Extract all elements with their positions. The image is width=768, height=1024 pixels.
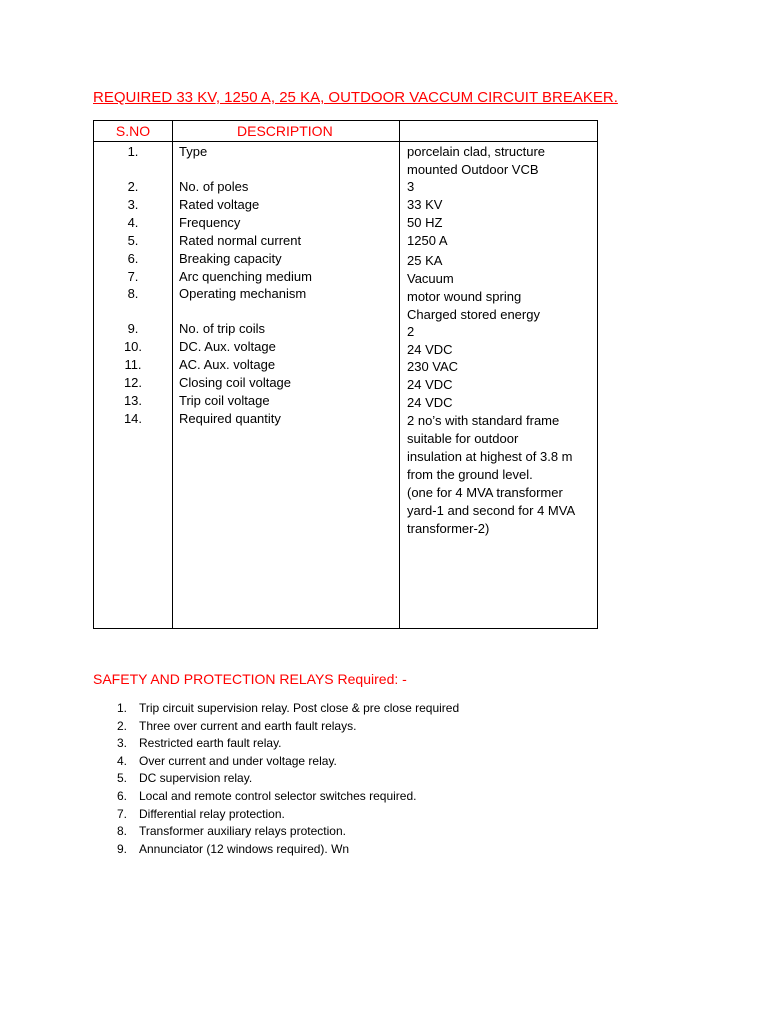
row-sno: 11. <box>124 357 142 372</box>
row-value: 2 <box>407 324 415 339</box>
row-description: Rated voltage <box>179 197 260 212</box>
list-item-number: 9. <box>116 841 127 856</box>
row-sno: 3. <box>127 197 139 212</box>
row-sno: 5. <box>127 233 139 248</box>
list-item-text: Restricted earth fault relay. <box>139 736 282 751</box>
row-description: Rated normal current <box>179 233 302 248</box>
row-sno: 6. <box>127 251 139 266</box>
header-sno: S.NO <box>115 123 151 139</box>
row-description: No. of trip coils <box>179 321 265 336</box>
list-item-number: 4. <box>116 753 127 768</box>
list-item-text: Transformer auxiliary relays protection. <box>139 824 346 839</box>
list-item-text: Over current and under voltage relay. <box>139 753 337 768</box>
row-description: Type <box>179 144 208 159</box>
list-item-number: 5. <box>116 771 127 786</box>
row-value: yard-1 and second for 4 MVA <box>407 503 576 518</box>
list-item <box>93 718 356 735</box>
list-item-number: 2. <box>116 718 127 733</box>
row-sno: 9. <box>127 321 139 336</box>
row-sno: 14. <box>123 411 143 426</box>
row-value: 33 KV <box>407 197 443 212</box>
list-item-text: Differential relay protection. <box>139 806 285 821</box>
list-item-text: DC supervision relay. <box>139 771 253 786</box>
row-sno: 7. <box>127 269 139 284</box>
list-item <box>93 700 459 717</box>
row-description: Required quantity <box>179 411 281 426</box>
row-value: 24 VDC <box>407 377 453 392</box>
list-item-text: Trip circuit supervision relay. Post close & pre close required <box>139 701 460 715</box>
list-item-text: Annunciator (12 windows required). Wn <box>139 841 350 856</box>
row-description: Closing coil voltage <box>179 375 292 390</box>
row-value: 230 VAC <box>407 359 459 374</box>
list-item <box>93 841 349 858</box>
row-value: 1250 A <box>407 233 448 248</box>
row-value: motor wound spring <box>407 289 522 304</box>
row-description: AC. Aux. voltage <box>179 357 276 372</box>
column-divider <box>172 121 173 628</box>
row-value: insulation at highest of 3.8 m <box>407 449 573 464</box>
header-divider <box>94 141 597 142</box>
row-value: 50 HZ <box>407 215 443 230</box>
list-item-number: 8. <box>116 824 127 839</box>
row-sno: 10. <box>123 339 143 354</box>
row-value: mounted Outdoor VCB <box>407 162 539 177</box>
list-item-text: Local and remote control selector switches required. <box>139 789 417 803</box>
list-item <box>93 735 282 752</box>
list-item <box>93 788 416 805</box>
row-description: Frequency <box>179 215 241 230</box>
row-sno: 12. <box>123 375 143 390</box>
row-value: from the ground level. <box>407 467 533 482</box>
row-sno: 2. <box>127 179 139 194</box>
row-value: Vacuum <box>407 271 454 286</box>
row-value: Charged stored energy <box>407 307 540 322</box>
list-item-number: 7. <box>116 806 127 821</box>
row-sno: 13. <box>123 393 143 408</box>
row-sno: 8. <box>127 286 139 301</box>
header-description: DESCRIPTION <box>237 123 333 139</box>
row-value: 3 <box>407 179 415 194</box>
list-item <box>93 806 285 823</box>
row-value: suitable for outdoor <box>407 431 519 446</box>
spec-table <box>93 120 598 629</box>
list-item-number: 6. <box>116 789 127 803</box>
list-item <box>93 823 346 840</box>
list-item <box>93 753 337 770</box>
row-value: 2 no’s with standard frame <box>407 413 560 428</box>
list-item <box>93 770 252 787</box>
row-description: DC. Aux. voltage <box>179 339 276 354</box>
row-value: 24 VDC <box>407 342 453 357</box>
row-value: transformer-2) <box>407 521 490 536</box>
row-description: Arc quenching medium <box>179 269 312 284</box>
row-description: Breaking capacity <box>179 251 282 266</box>
list-item-number: 1. <box>116 701 127 715</box>
list-item-text: Three over current and earth fault relays. <box>139 718 357 733</box>
row-description: Trip coil voltage <box>179 393 270 408</box>
row-description: No. of poles <box>179 179 249 194</box>
row-sno: 1. <box>127 144 139 159</box>
row-value: porcelain clad, structure <box>407 144 546 159</box>
row-value: 24 VDC <box>407 395 453 410</box>
relays-section-title: SAFETY AND PROTECTION RELAYS Required: - <box>93 671 407 687</box>
column-divider <box>399 121 400 628</box>
row-sno: 4. <box>127 215 139 230</box>
row-description: Operating mechanism <box>179 286 307 301</box>
row-value: 25 KA <box>407 253 443 268</box>
row-value: (one for 4 MVA transformer <box>407 485 563 500</box>
document-title: REQUIRED 33 KV, 1250 A, 25 KA, OUTDOOR VACCUM CIRCUIT BREAKER. <box>93 89 618 106</box>
list-item-number: 3. <box>116 736 127 751</box>
